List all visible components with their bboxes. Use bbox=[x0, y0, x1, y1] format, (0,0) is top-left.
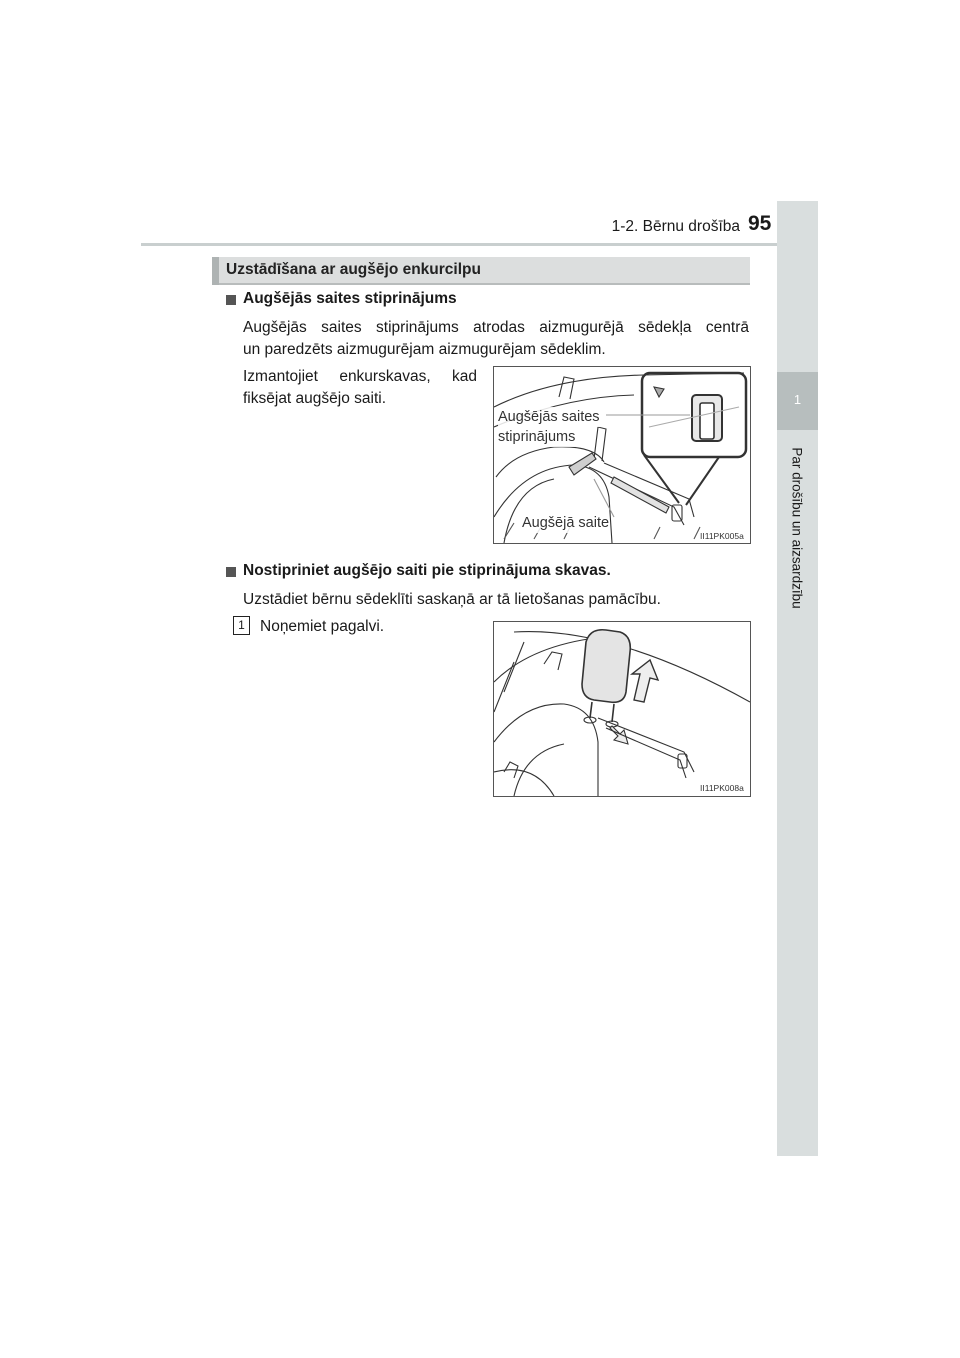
chapter-label: Par drošību un aizsardzību bbox=[789, 447, 805, 609]
step-text: Noņemiet pagalvi. bbox=[260, 618, 385, 635]
chapter-side-tab bbox=[777, 201, 818, 1156]
section-heading-accent bbox=[212, 257, 219, 285]
bullet-square-icon bbox=[226, 567, 236, 577]
figure-code: II11PK005a bbox=[700, 531, 744, 541]
paragraph-line: Augšējās saites stiprinājums atrodas aizmugurējā sēdekļa centrā bbox=[243, 319, 749, 336]
paragraph-line: fiksējat augšējo saiti. bbox=[243, 390, 387, 407]
label-anchor-line1: Augšējās saites bbox=[498, 409, 600, 425]
step-number-box: 1 bbox=[233, 616, 250, 635]
bullet-square-icon bbox=[226, 295, 236, 305]
section-title: 1-2. Bērnu drošība bbox=[611, 218, 740, 235]
section-heading: Uzstādīšana ar augšējo enkurcilpu bbox=[226, 261, 481, 278]
figure-headrest-illustration bbox=[493, 621, 751, 797]
figure-code: II11PK008a bbox=[700, 783, 744, 793]
figure-headrest-drawing bbox=[494, 622, 750, 796]
paragraph-line: Uzstādiet bērnu sēdeklīti saskaņā ar tā lietošanas pamācību. bbox=[243, 591, 661, 608]
chapter-number: 1 bbox=[793, 392, 802, 407]
label-anchor-line2: stiprinājums bbox=[498, 429, 576, 445]
paragraph-line: un paredzēts aizmugurējam aizmugurējam sēdeklim. bbox=[243, 341, 606, 358]
subsection-title-attach: Nostipriniet augšējo saiti pie stiprinājuma skavas. bbox=[243, 562, 611, 579]
subsection-title-anchor: Augšējās saites stiprinājums bbox=[243, 290, 457, 307]
page-number: 95 bbox=[748, 212, 772, 235]
paragraph-line: Izmantojiet enkurskavas, kad bbox=[243, 368, 477, 385]
header-rule bbox=[141, 243, 818, 246]
figure-anchor-illustration bbox=[493, 366, 751, 544]
label-strap: Augšējā saite bbox=[522, 515, 610, 531]
